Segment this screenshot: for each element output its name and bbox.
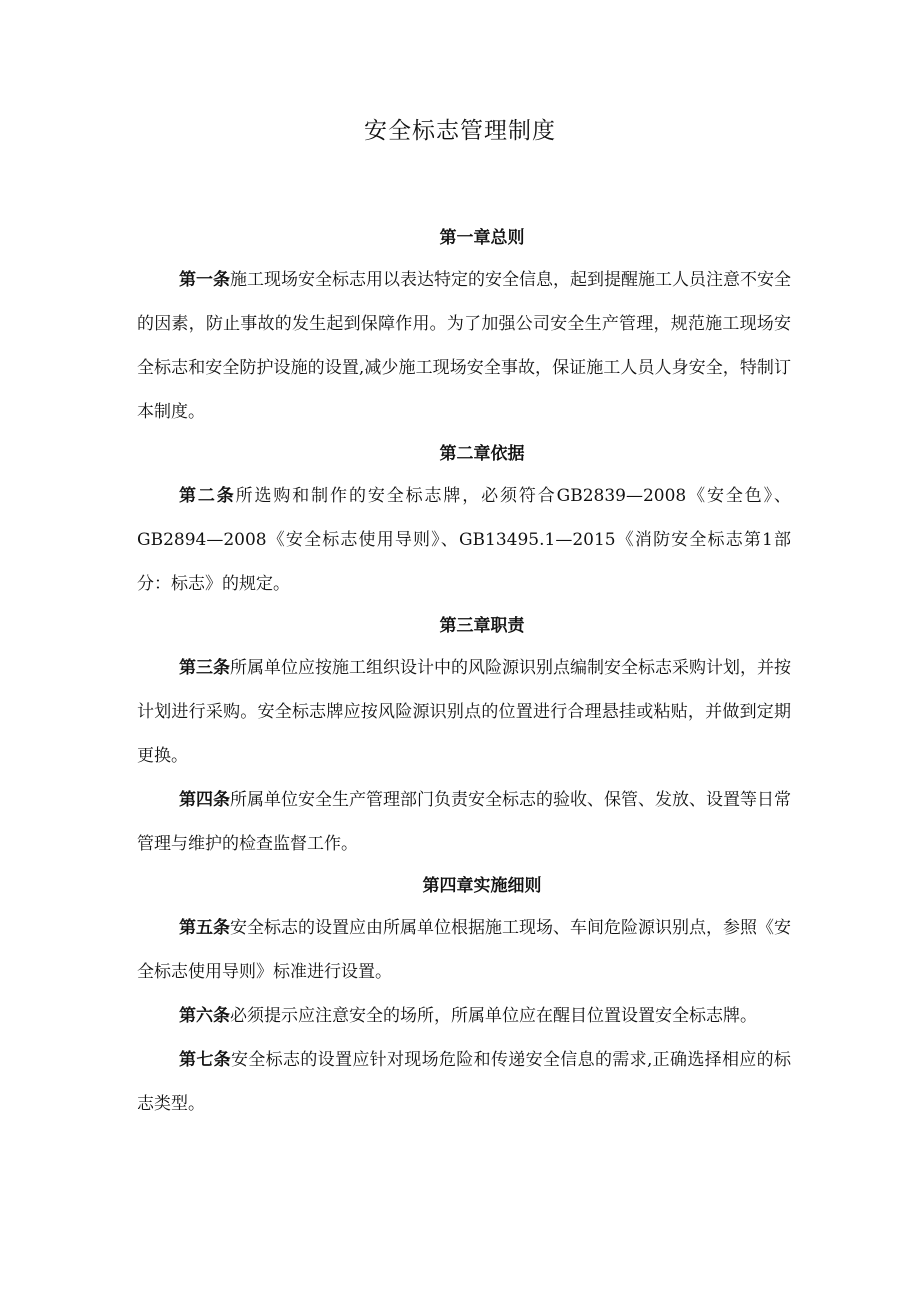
- article-1-head: 第一条: [179, 270, 230, 290]
- chapter-heading-2: 第二章依据: [439, 444, 525, 464]
- chapter-heading-3: 第三章职责: [439, 616, 525, 636]
- article-6-head: 第六条: [179, 1006, 230, 1026]
- article-1: [137, 258, 791, 434]
- article-3: [137, 646, 791, 778]
- article-5: [137, 906, 791, 994]
- article-4-text: 所属单位安全生产管理部门负责安全标志的验收、保管、发放、设置等日常管理与维护的检查监督工作。: [137, 790, 791, 854]
- document-title: 安全标志管理制度: [364, 118, 556, 144]
- article-2-text: 所选购和制作的安全标志牌，必须符合GB2839—2008《安全色》、GB2894—2008《安全标志使用导则》、GB13495.1—2015《消防安全标志第1部分：标志》的规定。: [137, 486, 792, 594]
- chapter-heading-4: 第四章实施细则: [422, 876, 542, 896]
- article-7: [137, 1038, 791, 1126]
- document-body: [137, 222, 791, 1126]
- article-5-head: 第五条: [179, 918, 230, 938]
- article-7-head: 第七条: [179, 1050, 231, 1070]
- article-3-head: 第三条: [179, 658, 230, 678]
- article-4: [137, 778, 791, 866]
- chapter-heading-1: 第一章总则: [439, 228, 525, 248]
- article-4-head: 第四条: [179, 790, 230, 810]
- article-3-text: 所属单位应按施工组织设计中的风险源识别点编制安全标志采购计划，并按计划进行采购。安全标志牌应按风险源识别点的位置进行合理悬挂或粘贴，并做到定期更换。: [137, 658, 791, 766]
- article-2: [137, 474, 791, 606]
- article-6: [137, 994, 791, 1038]
- article-2-head: 第二条: [179, 486, 236, 506]
- article-6-text: 必须提示应注意安全的场所，所属单位应在醒目位置设置安全标志牌。: [230, 1006, 757, 1026]
- article-7-text: 安全标志的设置应针对现场危险和传递安全信息的需求,正确选择相应的标志类型。: [137, 1050, 792, 1114]
- article-5-text: 安全标志的设置应由所属单位根据施工现场、车间危险源识别点，参照《安全标志使用导则》标准进行设置。: [137, 918, 791, 982]
- article-1-text: 施工现场安全标志用以表达特定的安全信息，起到提醒施工人员注意不安全的因素，防止事故的发生起到保障作用。为了加强公司安全生产管理，规范施工现场安全标志和安全防护设施的设置,减少施工现场安全事故，保证施工人员人身安全，特制订本制度。: [137, 270, 791, 422]
